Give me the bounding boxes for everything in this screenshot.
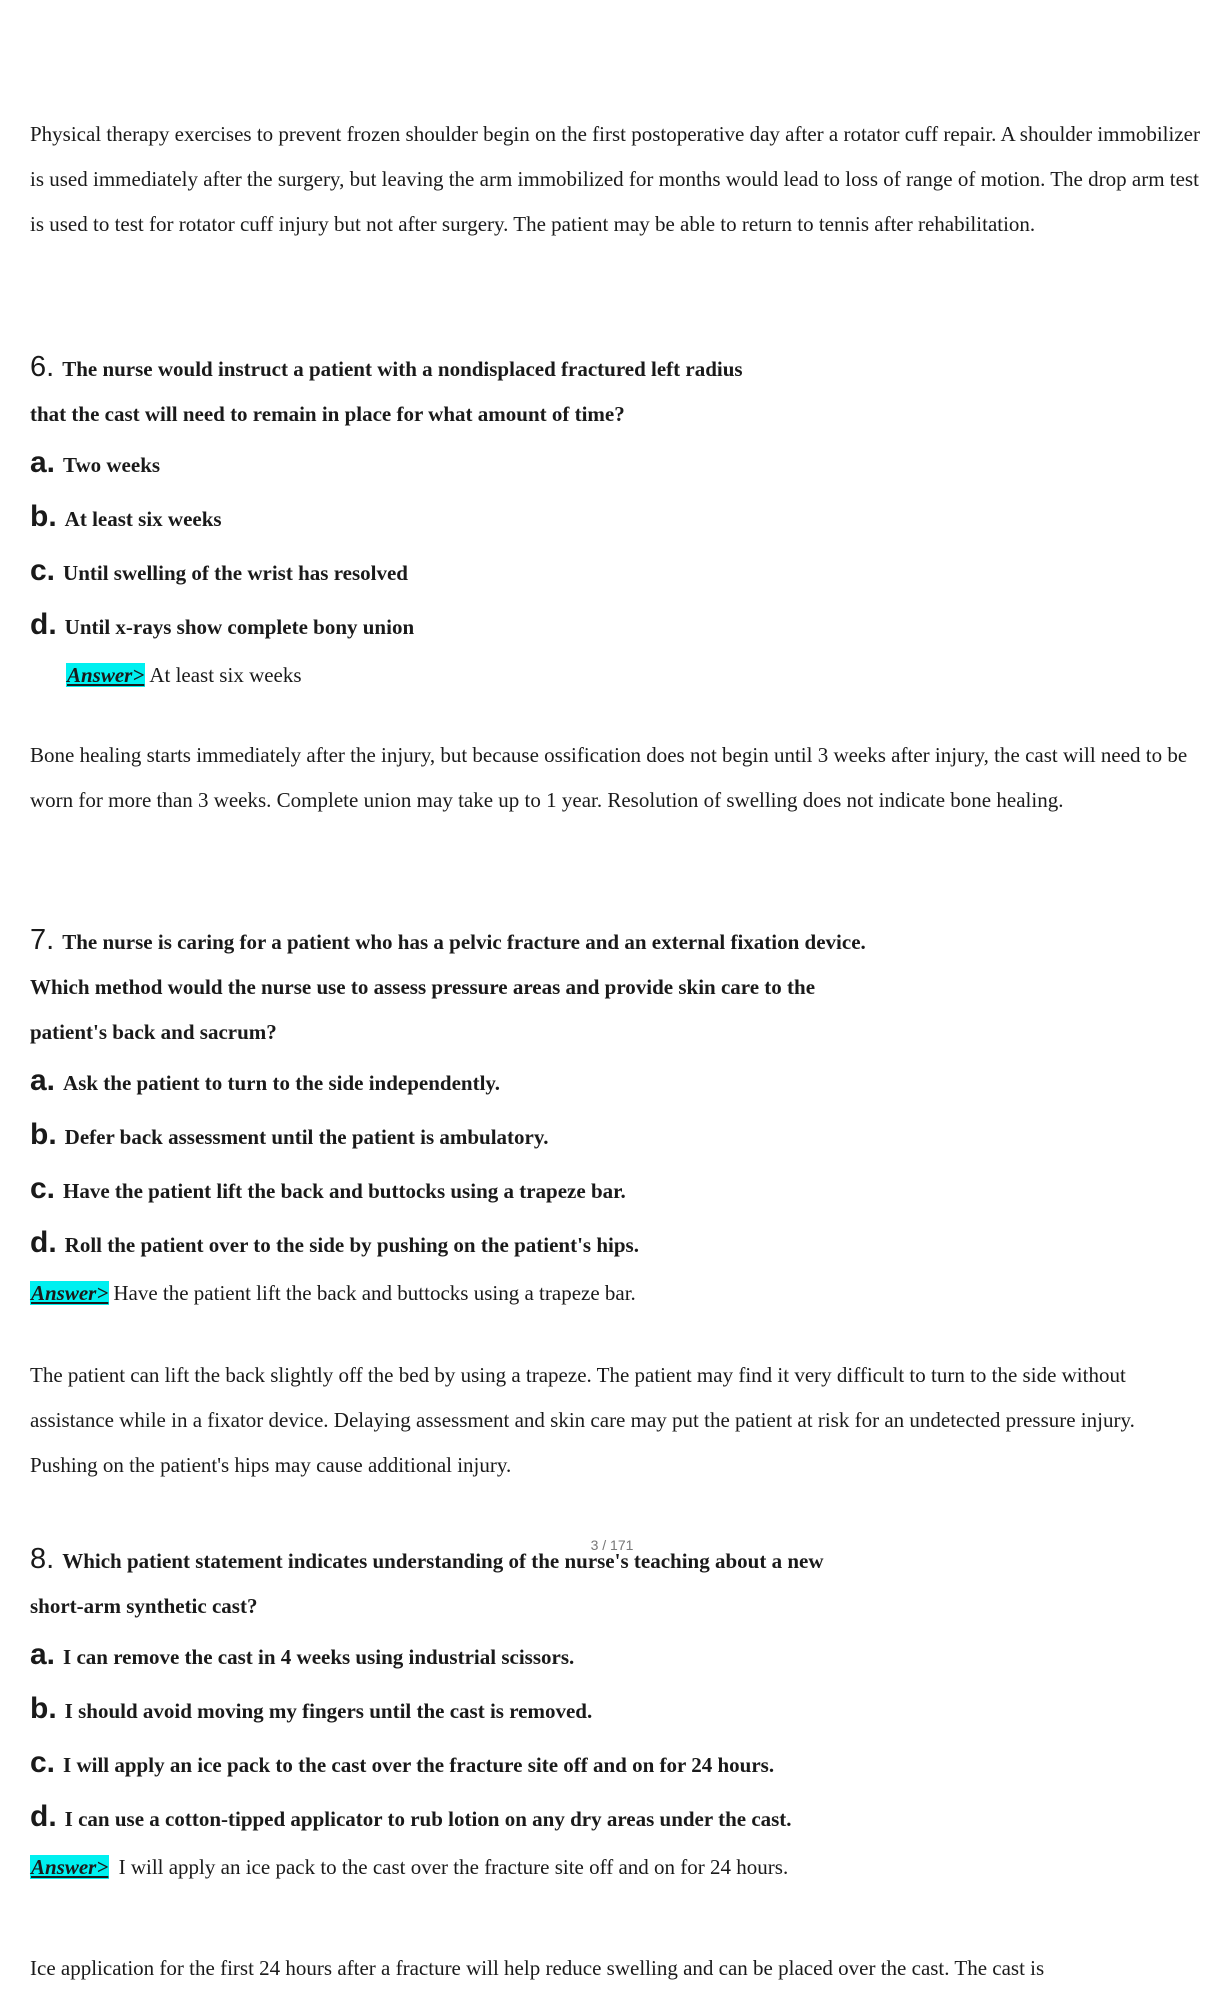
- option-d[interactable]: [30, 1791, 1200, 1845]
- rationale-7: The patient can lift the back slightly off the bed by using a trapeze. The patient may find it very difficult to turn to the side without assistance while in a fixator device. Delaying assessment and skin care may put the patient at risk for an undetected pressure injury. Pushing on the patient's hips may cause additional injury.: [30, 1363, 1135, 1477]
- question-stem-line: Which method would the nurse use to assess pressure areas and provide skin care to the: [30, 975, 816, 999]
- option-text: I should avoid moving my fingers until the cast is removed.: [64, 1699, 593, 1723]
- question-stem-line: 6. The nurse would instruct a patient with a nondisplaced fractured left radius: [30, 351, 743, 383]
- question-stem-line: 7. The nurse is caring for a patient who has a pelvic fracture and an external fixation device.: [30, 924, 866, 956]
- option-text: I can remove the cast in 4 weeks using industrial scissors.: [63, 1645, 575, 1669]
- option-text: I can use a cotton-tipped applicator to rub lotion on any dry areas under the cast.: [64, 1807, 792, 1831]
- option-letter: b.: [30, 500, 57, 533]
- answer-label: Answer>: [31, 1281, 109, 1305]
- option-letter: b.: [30, 1118, 57, 1151]
- option-text: I will apply an ice pack to the cast over the fracture site off and on for 24 hours.: [63, 1753, 775, 1777]
- option-letter: a.: [30, 1638, 56, 1671]
- question-number: 8.: [30, 1543, 55, 1575]
- option-text: Until swelling of the wrist has resolved: [63, 561, 408, 585]
- option-text: Until x-rays show complete bony union: [64, 615, 415, 639]
- intro-rationale: Physical therapy exercises to prevent frozen shoulder begin on the first postoperative day after a rotator cuff repair. A shoulder immobilizer is used immediately after the surgery, but leaving the arm immobilized for months would lead to loss of range of motion. The drop arm test is used to test for rotator cuff injury but not after surgery. The patient may be able to return to tennis after rehabilitation.: [30, 122, 1200, 236]
- option-letter: a.: [30, 1064, 56, 1097]
- option-letter: c.: [30, 1746, 56, 1779]
- answer-label: Answer>: [31, 1855, 109, 1879]
- rationale-6: Bone healing starts immediately after the injury, but because ossification does not begin until 3 weeks after injury, the cast will need to be worn for more than 3 weeks. Complete union may take up to 1 year. Resolution of swelling does not indicate bone healing.: [30, 743, 1188, 812]
- option-a[interactable]: [30, 1055, 1200, 1109]
- question-8: [30, 1537, 1200, 1890]
- option-letter: d.: [30, 608, 57, 641]
- option-letter: a.: [30, 446, 56, 479]
- option-b[interactable]: [30, 491, 1200, 545]
- answer-text: I will apply an ice pack to the cast over the fracture site off and on for 24 hours.: [118, 1855, 789, 1879]
- option-text: Have the patient lift the back and buttocks using a trapeze bar.: [63, 1179, 626, 1203]
- option-letter: c.: [30, 1172, 56, 1205]
- question-number: 6.: [30, 351, 55, 383]
- answer-text: At least six weeks: [149, 663, 302, 687]
- option-a[interactable]: [30, 437, 1200, 491]
- page-number: 3 / 171: [590, 1537, 634, 1553]
- option-a[interactable]: [30, 1629, 1200, 1683]
- option-letter: d.: [30, 1226, 57, 1259]
- option-c[interactable]: [30, 1163, 1200, 1217]
- question-number: 7.: [30, 924, 55, 956]
- answer-line: [30, 653, 1200, 698]
- option-c[interactable]: [30, 545, 1200, 599]
- question-7: [30, 918, 1200, 1316]
- question-stem-line: short-arm synthetic cast?: [30, 1594, 258, 1618]
- option-text: Ask the patient to turn to the side independently.: [63, 1071, 500, 1095]
- option-b[interactable]: [30, 1683, 1200, 1737]
- option-text: Two weeks: [63, 453, 161, 477]
- question-stem-line: that the cast will need to remain in place for what amount of time?: [30, 402, 625, 426]
- question-6: [30, 345, 1200, 698]
- option-letter: c.: [30, 554, 56, 587]
- option-b[interactable]: [30, 1109, 1200, 1163]
- option-text: Defer back assessment until the patient is ambulatory.: [64, 1125, 549, 1149]
- answer-line: [30, 1271, 1200, 1316]
- option-d[interactable]: [30, 599, 1200, 653]
- option-text: At least six weeks: [64, 507, 222, 531]
- answer-text: Have the patient lift the back and buttocks using a trapeze bar.: [113, 1281, 636, 1305]
- option-d[interactable]: [30, 1217, 1200, 1271]
- option-text: Roll the patient over to the side by pushing on the patient's hips.: [64, 1233, 639, 1257]
- answer-line: [30, 1845, 1200, 1890]
- rationale-8: Ice application for the first 24 hours after a fracture will help reduce swelling and can be placed over the cast. The cast is: [30, 1956, 1045, 1980]
- answer-label: Answer>: [67, 663, 145, 687]
- option-c[interactable]: [30, 1737, 1200, 1791]
- question-stem-line: patient's back and sacrum?: [30, 1020, 277, 1044]
- option-letter: d.: [30, 1800, 57, 1833]
- question-stem-line: 8. Which patient statement indicates understanding of the nurse's teaching about a new: [30, 1543, 824, 1575]
- option-letter: b.: [30, 1692, 57, 1725]
